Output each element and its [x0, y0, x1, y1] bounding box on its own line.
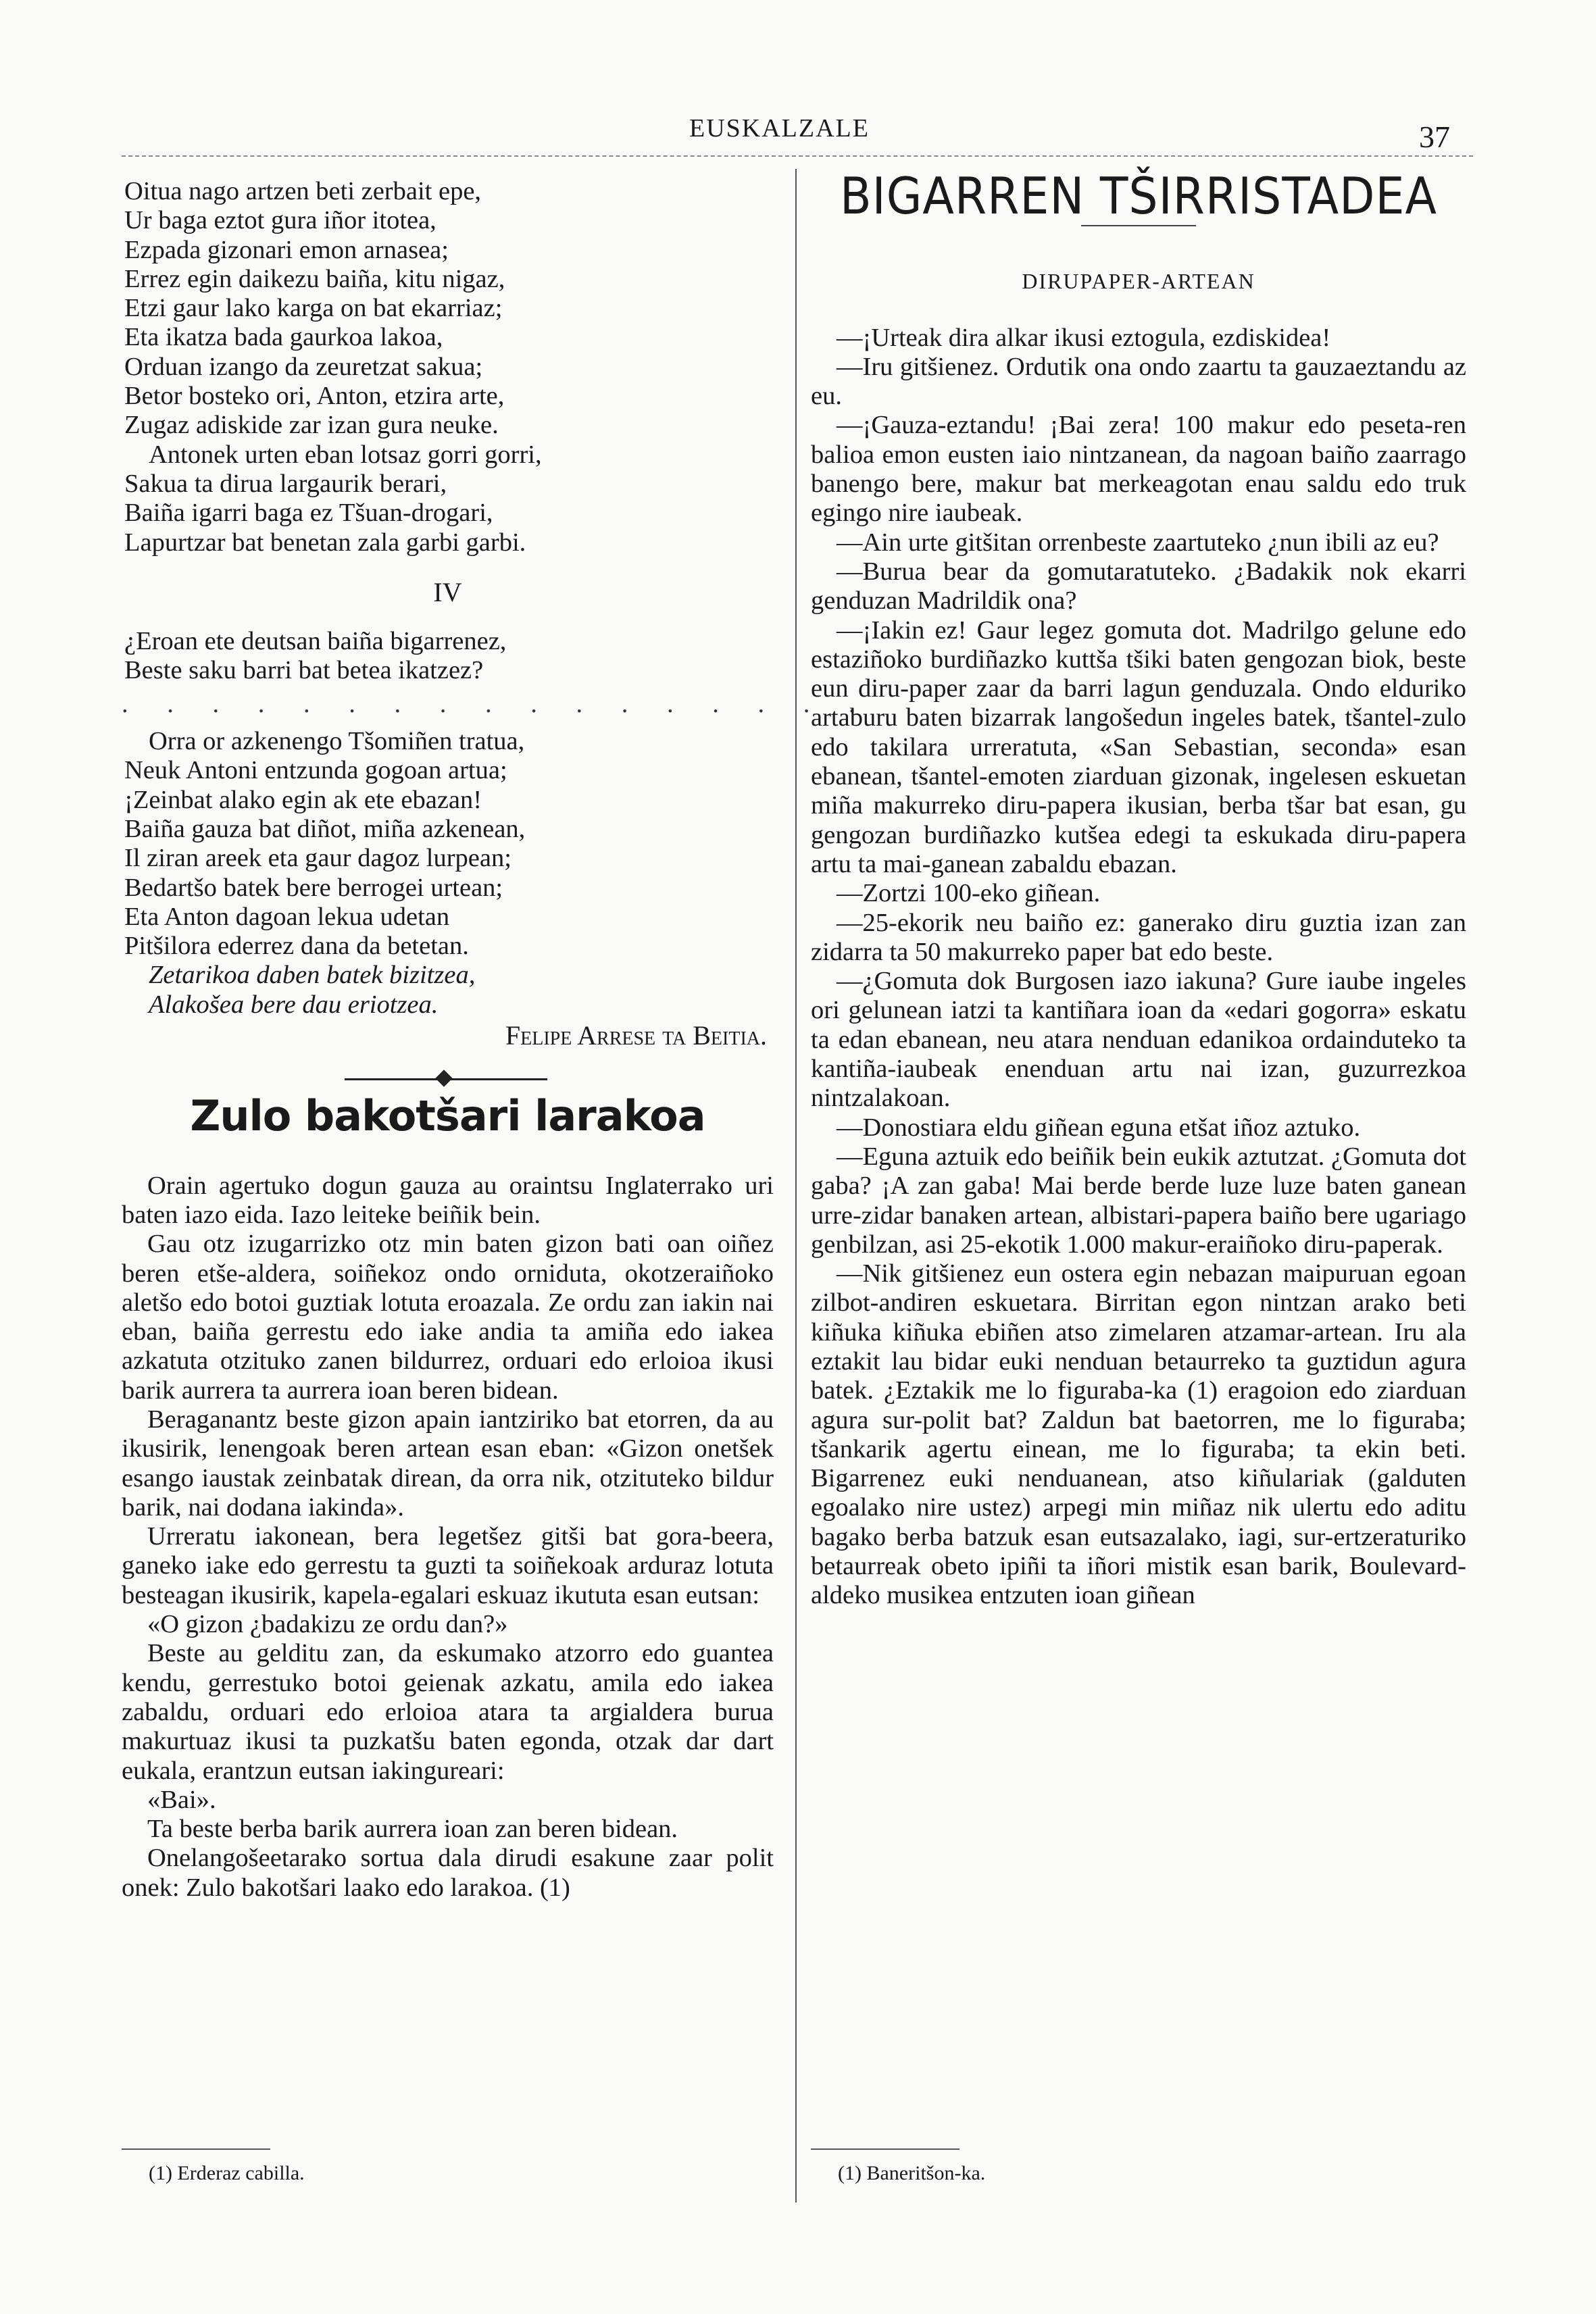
paragraph: —Zortzi 100-eko giñean. — [837, 879, 1101, 908]
poem-stanza-4 — [124, 727, 774, 961]
poem-line: Orduan izango da zeuretzat sakua; — [124, 352, 483, 381]
poem-line: Neuk Antoni entzunda gogoan artua; — [124, 756, 507, 785]
poem-line: ¡Zeinbat alako egin ak ete ebazan! — [124, 785, 482, 814]
paragraph: Beraganantz beste gizon apain iantziriko bat etorren, da au ikusirik, lenengoak beren artean esan eban: «Gizon onetšek esango iaustak zeinbatak direan, da orra nik, otzituteko bildur barik, nai dodana iakinda». — [122, 1405, 774, 1521]
header-rule — [122, 155, 1473, 157]
poem-line: Oitua nago artzen beti zerbait epe, — [124, 177, 482, 205]
poem-line: Beste saku barri bat betea ikatzez? — [124, 656, 484, 685]
article-title: Zulo bakotšari larakoa — [190, 1091, 705, 1141]
poem-line: Eta ikatza bada gaurkoa lakoa, — [124, 323, 443, 352]
running-title: EUSKALZALE — [689, 114, 870, 143]
paragraph: Orain agertuko dogun gauza au oraintsu Inglaterrako uri baten iazo eida. Iazo leiteke beiñik bein. — [122, 1171, 774, 1229]
page-header — [0, 114, 1596, 154]
poem-stanza-1 — [124, 177, 774, 441]
poem-line: Eta Anton dagoan lekua udetan — [124, 902, 450, 931]
paragraph: —¡Urteak dira alkar ikusi eztogula, ezdiskidea! — [837, 323, 1331, 352]
poem-closing — [124, 961, 774, 1020]
poem-line: Ur baga eztot gura iñor itotea, — [124, 206, 437, 235]
poem-stanza-2 — [124, 441, 774, 557]
poem-line: Baiña igarri baga ez Tšuan-drogari, — [124, 499, 493, 528]
ellipsis-dots: . . . . . . . . . . . . . . . . . — [122, 689, 872, 718]
paragraph: —¡Iakin ez! Gaur legez gomuta dot. Madrilgo gelune edo estaziñoko burdiñazko kuttša tšiki baten gengozan biok, beste eun diru-paper zaar da barri lagun genduzala. Ondo elduriko artaburu baten bizarrak langošedun ingeles batek, tšantel-zulo edo takilara urreratuta, «San Sebastian, seconda» esan ebanean, tšantel-emoten ziarduan gizonak, ingelesen eskuetan miña makurreko diru-papera ikusian, berba tšar bat esan, gu gengozan burdiñazko kutšea edegi ta eskukada diru-papera artu ta mai-ganean zabaldu ebazan. — [811, 615, 1466, 878]
paragraph: Gau otz izugarrizko otz min baten gizon bati oan oiñez beren etše-aldera, soiñekoz ondo orniduta, okotzeraiñoko aletšo edo botoi guztiak lotuta eroazala. Ze ordu zan iakin nai eban, baiña gerrestu edo iake andia ta amiña edo iakea azkatuta otzituko zanen bildurrez, orduari edo erloioa ikusi barik aurrera ta aurrera ioan beren bidean. — [122, 1230, 774, 1405]
paragraph: «O gizon ¿badakizu ze ordu dan?» — [147, 1610, 508, 1639]
paragraph: «Bai». — [147, 1785, 216, 1814]
poem-line: Zugaz adiskide zar izan gura neuke. — [124, 411, 499, 440]
footnote-rule — [122, 2148, 270, 2150]
paragraph: —Ain urte gitšitan orrenbeste zaartuteko ¿nun ibili az eu? — [837, 528, 1439, 557]
article-title: BIGARREN TŠIRRISTADEA — [840, 168, 1437, 226]
poem-line: Ezpada gizonari emon arnasea; — [124, 235, 449, 264]
paragraph: Onelangošeetarako sortua dala dirudi esakune zaar polit onek: Zulo bakotšari laako edo larakoa. (1) — [122, 1844, 774, 1902]
footnote-right: (1) Baneritšon-ka. — [838, 2162, 986, 2184]
column-divider — [795, 169, 797, 2203]
author-signature: Felipe Arrese ta Beitia. — [505, 1020, 767, 1051]
poem-line: Antonek urten eban lotsaz gorri gorri, — [149, 440, 542, 469]
paragraph: —Eguna aztuik edo beiñik bein eukik aztutzat. ¿Gomuta dot gaba? ¡A zan gaba! Mai berde berde luze luze baten ganean urre-zidar banaken artean, albistari-papera baiño bere ugariago genbilzan, asi 25-ekotik 1.000 makur-eraiñoko diru-paperak. — [811, 1142, 1466, 1259]
poem-line: Orra or azkenengo Tšomiñen tratua, — [149, 727, 525, 756]
poem-line: ¿Eroan ete deutsan baiña bigarrenez, — [124, 627, 507, 656]
poem-line: Betor bosteko ori, Anton, etzira arte, — [124, 382, 505, 411]
ornament-divider — [122, 1066, 774, 1093]
article-subtitle: DIRUPAPER-ARTEAN — [1022, 269, 1255, 294]
poem-stanza-3 — [124, 627, 774, 686]
paragraph: —Iru gitšienez. Ordutik ona ondo zaartu ta gauzaeztandu az eu. — [811, 352, 1466, 411]
paragraph: —25-ekorik neu baiño ez: ganerako diru guztia izan zan zidarra ta 50 makurreko paper bat edo beste. — [811, 908, 1466, 966]
poem-line: Pitšilora ederrez dana da betetan. — [124, 932, 469, 961]
poem-italic-line: Zetarikoa daben batek bizitzea, — [149, 961, 476, 990]
paragraph: —Nik gitšienez eun ostera egin nebazan maipuruan egoan zilbot-andiren eskuetara. Birritan egon nintzan arako beti kiñuka kiñuka ebiñen atso zimelaren atzamar-artean. Iru ala eztakit lau bidar euki nenduan betaurreko ta guztidun agura batek. ¿Eztakik me lo figuraba-ka (1) eragoion edo ziarduan agura sur-polit bat? Zaldun bat baetorren, me lo figuraba; tšankarik agertu einean, me lo figuraba; ta ekin beti. Bigarrenez euki nenduanean, atso kiñulariak (galduten egoalako nire ustez) arpegi min miñaz nik ulertu edo aditu bagako berba batzuk esan eutsazalako, iagi, sur-ertzeraturiko betaurreak obeto ipiñi ta iñori mistik esan barik, Boulevard-aldeko musikea entzuten ioan giñean — [811, 1259, 1466, 1610]
poem-line: Errez egin daikezu baiña, kitu nigaz, — [124, 264, 505, 293]
paragraph: —Donostiara eldu giñean eguna etšat iñoz aztuko. — [837, 1113, 1361, 1142]
paragraph: Beste au gelditu zan, da eskumako atzorro edo guantea kendu, gerrestuko botoi geienak azkatu, amila edo iakea zabaldu, orduari edo erloioa atara ta argialdera burua makurtuaz ikusi ta puzkatšu baten egonda, otzak dar dart eukala, erantzun eutsan iakingureari: — [122, 1639, 774, 1785]
poem-line: Lapurtzar bat benetan zala garbi garbi. — [124, 528, 526, 557]
poem-line: Sakua ta dirua largaurik berari, — [124, 469, 447, 498]
paragraph: Ta beste berba barik aurrera ioan zan beren bidean. — [147, 1815, 678, 1844]
paragraph: —¡Gauza-eztandu! ¡Bai zera! 100 makur edo peseta-ren balioa emon eusten iaio nintzanean, da nagoan baiño zaarrago banengo bere, makur bat merkeagotan enau saldu edo truk egingo nire iaubeak. — [811, 411, 1466, 528]
right-column — [811, 168, 1466, 1611]
paragraph: —Burua bear da gomutaratuteko. ¿Badakik nok ekarri genduzan Madrildik ona? — [811, 557, 1466, 615]
poem-line: Bedartšo batek bere berrogei urtean; — [124, 873, 503, 902]
footnote-rule — [811, 2148, 959, 2150]
poem-line: Il ziran areek eta gaur dagoz lurpean; — [124, 844, 512, 873]
article-body — [811, 324, 1466, 1611]
paragraph: Urreratu iakonean, bera legetšez gitši bat gora-beera, ganeko iake edo gerrestu ta guzti ta soiñekoak arduraz lotuta besteagan ikusirik, kapela-egalari eskuaz ikututa esan eutsan: — [122, 1522, 774, 1609]
paragraph: —¿Gomuta dok Burgosen iazo iakuna? Gure iaube ingeles ori gelunean iatzi ta kantiñara ioan da «edari gogorra» eskatu ta edan ebanean, neu atara nenduan edanikoa ordainduteko ta kantiña-iaubeak enenduan artu nai izan, guzurrezkoa nintzalakoan. — [811, 967, 1466, 1113]
poem-line: Etzi gaur lako karga on bat ekarriaz; — [124, 294, 503, 323]
page-number: 37 — [1419, 120, 1450, 154]
article-body — [122, 1172, 774, 1903]
footnote-left: (1) Erderaz cabilla. — [149, 2162, 305, 2184]
left-column — [122, 177, 872, 1903]
poem-italic-line: Alakošea bere dau eriotzea. — [149, 990, 439, 1019]
section-number: IV — [433, 576, 462, 607]
poem-line: Baiña gauza bat diñot, miña azkenean, — [124, 814, 526, 843]
